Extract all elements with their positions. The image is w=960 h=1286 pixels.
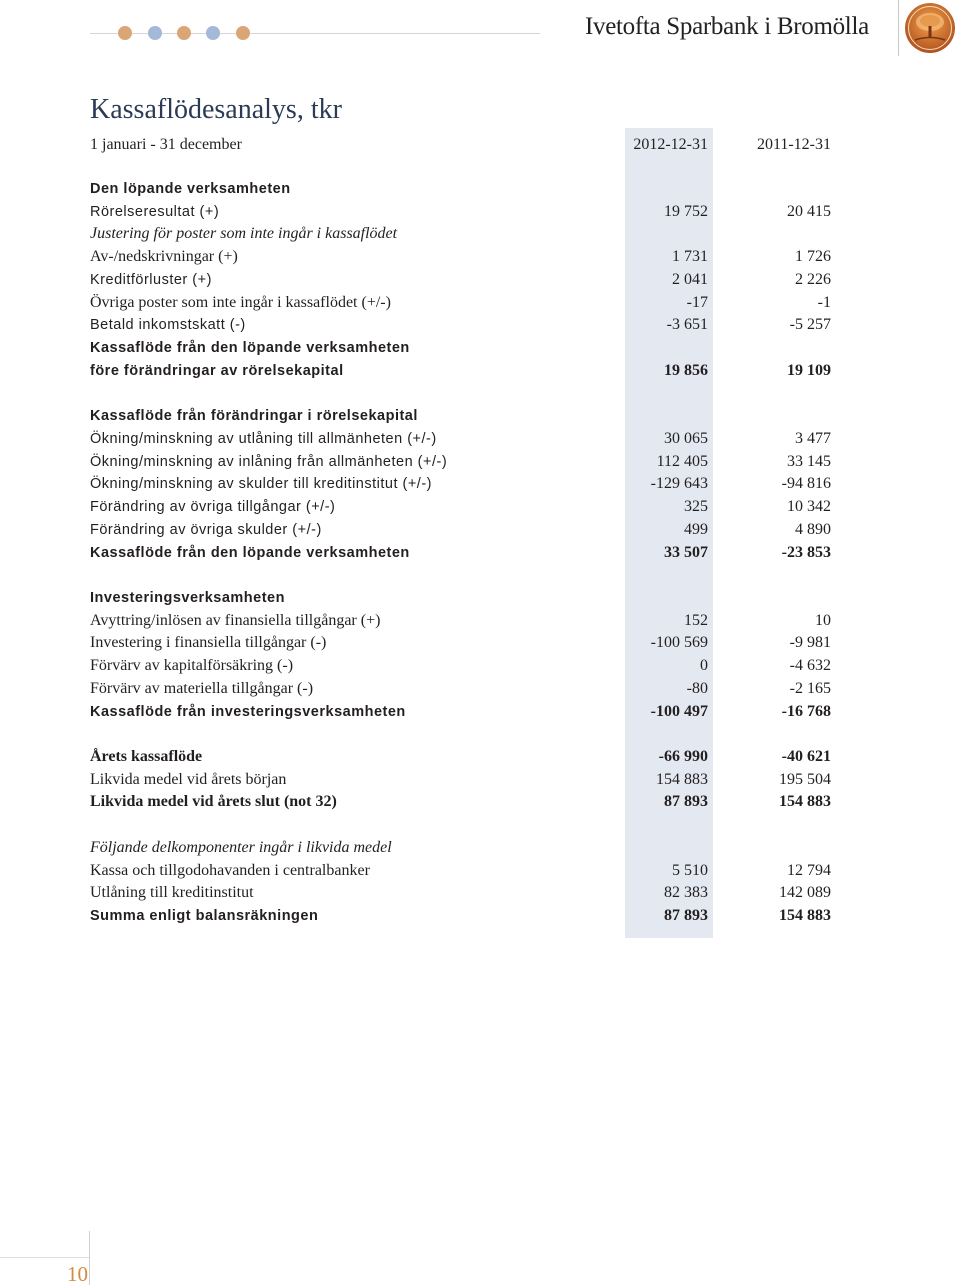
bank-name: Ivetofta Sparbank i Bromölla — [585, 13, 869, 40]
value-2011: -16 768 — [781, 702, 831, 720]
value-2012: 1 731 — [672, 248, 708, 266]
row-label: Likvida medel vid årets början — [90, 770, 287, 788]
section-heading — [0, 178, 960, 201]
value-2011: -2 165 — [789, 679, 831, 697]
row-label: Av-/nedskrivningar (+) — [90, 248, 238, 266]
header-divider — [898, 0, 899, 56]
value-2011: 2 226 — [795, 270, 831, 288]
row-label: Kassaflöde från den löpande verksamheten — [90, 340, 410, 357]
row-label: Förvärv av kapitalförsäkring (-) — [90, 657, 294, 675]
value-2011: 1 726 — [795, 248, 831, 266]
total-row — [0, 791, 960, 814]
value-2012: -17 — [686, 293, 708, 311]
table-row — [0, 860, 960, 883]
row-label: Ökning/minskning av inlåning från allmänheten (+/-) — [90, 453, 448, 470]
row-label: Investering i finansiella tillgångar (-) — [90, 634, 327, 652]
value-2011: 10 342 — [787, 498, 831, 516]
value-2011: 19 109 — [787, 361, 831, 379]
value-2011: 4 890 — [795, 520, 831, 538]
row-label: Kassaflöde från investeringsverksamheten — [90, 703, 406, 720]
table-row — [0, 678, 960, 701]
row-label: Investeringsverksamheten — [90, 589, 285, 606]
subtotal-row — [0, 337, 960, 360]
table-row — [0, 882, 960, 905]
table-row — [0, 473, 960, 496]
row-label: Kreditförluster (+) — [90, 271, 212, 288]
row-label: Ökning/minskning av utlåning till allmänheten (+/-) — [90, 430, 437, 447]
decoration-dot — [118, 26, 132, 40]
table-row — [0, 314, 960, 337]
table-row — [0, 769, 960, 792]
subtotal-row — [0, 360, 960, 383]
value-2012: 152 — [684, 611, 708, 629]
table-header-row — [0, 134, 960, 157]
page-number: 10 — [67, 1262, 88, 1286]
row-label: Förändring av övriga skulder (+/-) — [90, 521, 322, 538]
column-header-2012: 2012-12-31 — [633, 136, 708, 153]
value-2011: -23 853 — [781, 543, 831, 561]
value-2012: 19 856 — [664, 361, 708, 379]
value-2012: 499 — [684, 520, 708, 538]
row-spacer — [0, 564, 960, 587]
row-label: före förändringar av rörelsekapital — [90, 362, 344, 379]
value-2012: 33 507 — [664, 543, 708, 561]
value-2012: -3 651 — [666, 316, 708, 334]
table-row — [0, 632, 960, 655]
cash-flow-table — [0, 178, 960, 928]
table-row — [0, 201, 960, 224]
page-title: Kassaflödesanalys, tkr — [90, 94, 342, 125]
table-row — [0, 655, 960, 678]
row-label: Betald inkomstskatt (-) — [90, 317, 246, 334]
row-label: Kassaflöde från förändringar i rörelsekapital — [90, 408, 418, 425]
row-label: Förvärv av materiella tillgångar (-) — [90, 679, 314, 697]
value-2012: 0 — [700, 657, 708, 675]
value-2011: 154 883 — [779, 907, 831, 924]
value-2012: 87 893 — [664, 793, 708, 811]
row-label: Övriga poster som inte ingår i kassaflödet (+/-) — [90, 293, 391, 311]
value-2012: 82 383 — [664, 884, 708, 902]
row-label: Årets kassaflöde — [90, 747, 203, 765]
value-2011: -4 632 — [789, 657, 831, 675]
row-label: Kassa och tillgodohavanden i centralbanker — [90, 861, 370, 879]
value-2012: -100 497 — [650, 702, 708, 720]
table-row — [0, 519, 960, 542]
value-2012: 2 041 — [672, 270, 708, 288]
value-2012: 87 893 — [664, 907, 708, 924]
tree-logo-icon — [904, 2, 956, 54]
decoration-dot — [177, 26, 191, 40]
row-label: Den löpande verksamheten — [90, 181, 291, 197]
value-2012: 112 405 — [656, 452, 708, 470]
period-label: 1 januari - 31 december — [90, 136, 242, 153]
table-row — [0, 246, 960, 269]
table-row — [0, 269, 960, 292]
table-row — [0, 610, 960, 633]
table-row — [0, 451, 960, 474]
value-2011: 142 089 — [779, 884, 831, 902]
value-2011: 195 504 — [779, 770, 831, 788]
value-2011: 154 883 — [779, 793, 831, 811]
value-2011: -94 816 — [781, 475, 831, 493]
table-row — [0, 428, 960, 451]
value-2012: -80 — [686, 679, 708, 697]
total-row — [0, 905, 960, 928]
section-heading — [0, 587, 960, 610]
decoration-dot — [148, 26, 162, 40]
value-2012: -100 569 — [650, 634, 708, 652]
column-header-2011: 2011-12-31 — [756, 136, 831, 153]
row-spacer — [0, 723, 960, 746]
table-row — [0, 292, 960, 315]
row-label: Summa enligt balansräkningen — [90, 908, 319, 924]
decoration-dot — [206, 26, 220, 40]
footer-rule — [0, 1257, 89, 1258]
footer-divider — [89, 1231, 90, 1285]
value-2011: 12 794 — [787, 861, 831, 879]
value-2012: -66 990 — [658, 747, 708, 765]
subsection-note — [0, 837, 960, 860]
value-2011: 33 145 — [787, 452, 831, 470]
subtotal-row — [0, 542, 960, 565]
row-label: Avyttring/inlösen av finansiella tillgångar (+) — [90, 611, 381, 629]
value-2012: 325 — [684, 498, 708, 516]
row-spacer — [0, 814, 960, 837]
value-2011: 20 415 — [787, 202, 831, 220]
value-2012: 19 752 — [664, 202, 708, 220]
value-2012: 30 065 — [664, 429, 708, 447]
row-label: Kassaflöde från den löpande verksamheten — [90, 544, 410, 561]
total-row — [0, 746, 960, 769]
table-header — [0, 134, 960, 157]
subtotal-row — [0, 701, 960, 724]
value-2011: -5 257 — [789, 316, 831, 334]
row-label: Justering för poster som inte ingår i kassaflödet — [90, 225, 398, 243]
row-label: Förändring av övriga tillgångar (+/-) — [90, 499, 336, 516]
row-label: Rörelseresultat (+) — [90, 203, 220, 220]
value-2011: -40 621 — [781, 747, 831, 765]
subsection-note — [0, 223, 960, 246]
value-2011: 3 477 — [795, 429, 831, 447]
value-2011: -9 981 — [789, 634, 831, 652]
row-label: Ökning/minskning av skulder till kreditinstitut (+/-) — [90, 476, 432, 493]
value-2011: 10 — [815, 611, 831, 629]
value-2011: -1 — [817, 293, 831, 311]
table-row — [0, 496, 960, 519]
row-spacer — [0, 382, 960, 405]
row-label: Följande delkomponenter ingår i likvida medel — [90, 838, 392, 856]
value-2012: -129 643 — [650, 475, 708, 493]
section-heading — [0, 405, 960, 428]
row-label: Likvida medel vid årets slut (not 32) — [90, 793, 337, 811]
decoration-dot — [236, 26, 250, 40]
row-label: Utlåning till kreditinstitut — [90, 884, 254, 902]
value-2012: 154 883 — [656, 770, 708, 788]
value-2012: 5 510 — [672, 861, 708, 879]
